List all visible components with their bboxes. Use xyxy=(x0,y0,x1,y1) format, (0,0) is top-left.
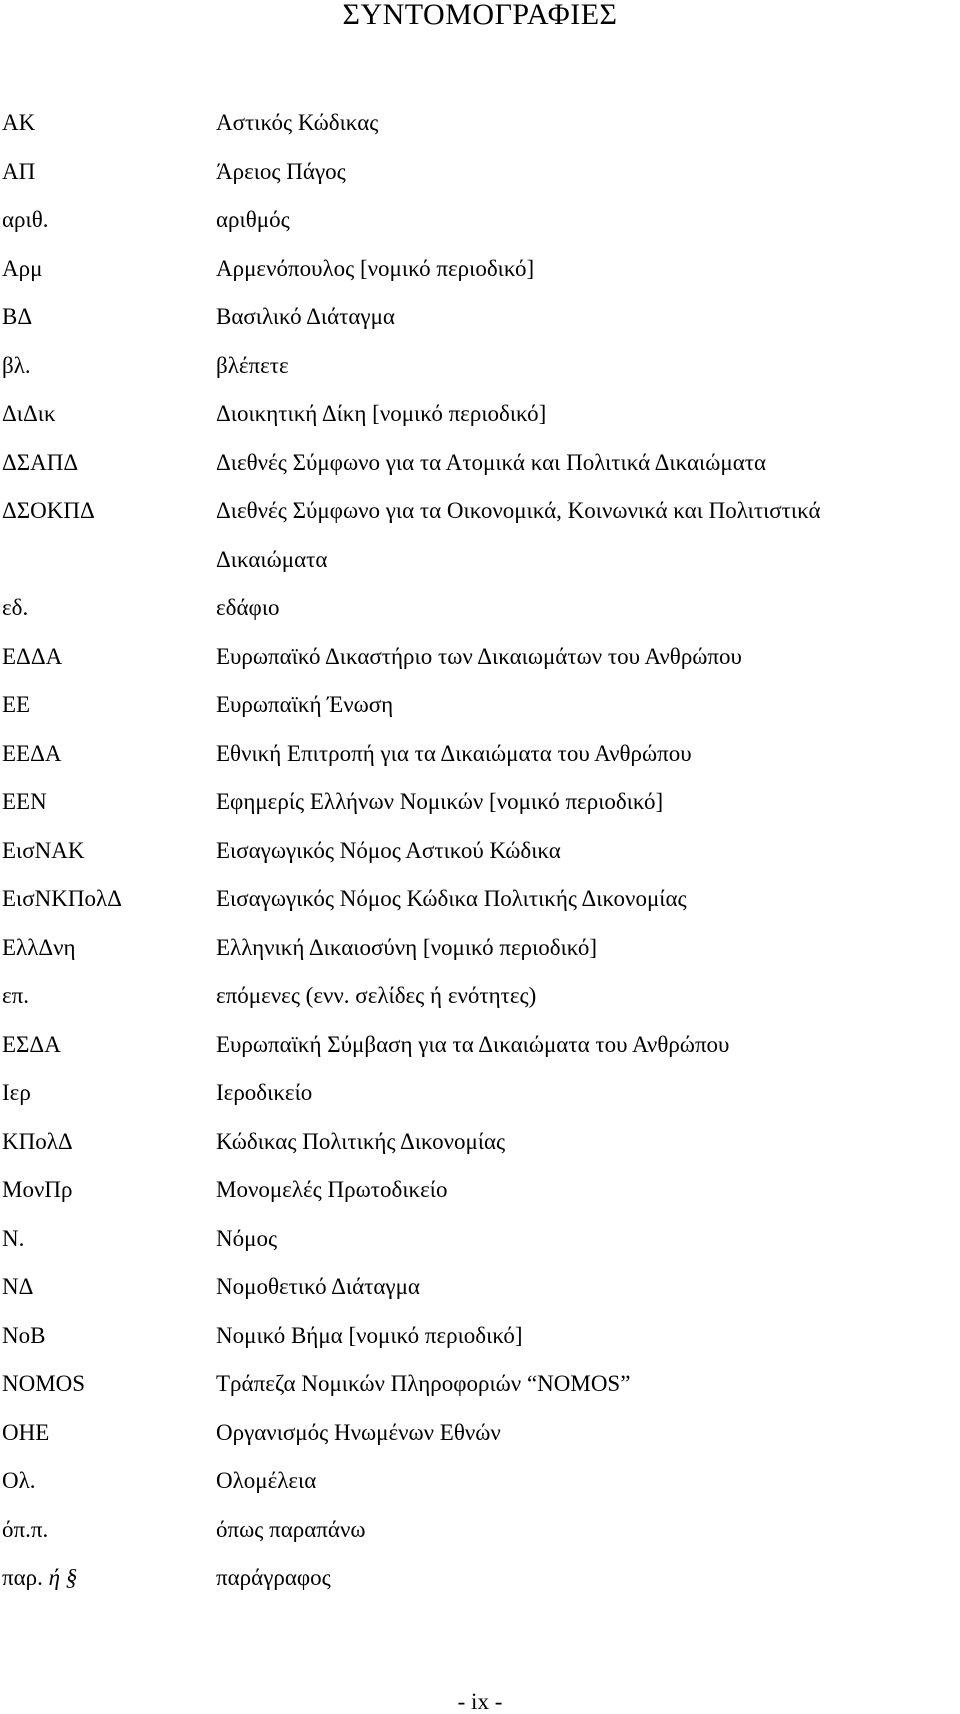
list-item xyxy=(0,734,960,783)
abbreviation-meaning: Ευρωπαϊκή Ένωση xyxy=(216,692,394,717)
list-item-continuation xyxy=(0,540,960,589)
abbreviation-meaning: Τράπεζα Νομικών Πληροφοριών “NOMOS” xyxy=(216,1371,631,1396)
abbreviation-meaning: Οργανισμός Ηνωμένων Εθνών xyxy=(216,1419,501,1445)
list-item xyxy=(0,879,960,928)
abbreviation-meaning: Νομικό Βήμα [νομικό περιοδικό] xyxy=(216,1322,523,1348)
abbreviation: Αρμ xyxy=(2,255,43,281)
list-item xyxy=(0,1558,960,1607)
abbreviation xyxy=(2,1558,77,1598)
abbreviation: ΕΣΔΑ xyxy=(2,1031,61,1057)
abbreviation-meaning: βλέπετε xyxy=(216,352,289,378)
abbreviation: ΔΣΟΚΠΔ xyxy=(2,498,95,523)
list-item xyxy=(0,976,960,1025)
abbreviation: βλ. xyxy=(2,352,31,378)
abbreviation-meaning: Κώδικας Πολιτικής Δικονομίας xyxy=(216,1128,506,1154)
abbreviation-meaning: εδάφιο xyxy=(216,595,280,620)
abbreviation-alt: ή § xyxy=(48,1565,78,1590)
abbreviation-meaning: αριθμός xyxy=(216,207,290,232)
list-item xyxy=(0,346,960,395)
abbreviation: ΕΕΝ xyxy=(2,789,47,814)
abbreviation: ΑΚ xyxy=(2,110,36,135)
abbreviation-meaning: Ολομέλεια xyxy=(216,1468,317,1493)
abbreviation: Ολ. xyxy=(2,1468,36,1493)
abbreviation-meaning: Ιεροδικείο xyxy=(216,1080,313,1105)
list-item xyxy=(0,1073,960,1122)
list-item xyxy=(0,200,960,249)
abbreviation-meaning: Ελληνική Δικαιοσύνη [νομικό περιοδικό] xyxy=(216,934,598,960)
abbreviation-meaning: Διοικητική Δίκη [νομικό περιοδικό] xyxy=(216,401,547,426)
abbreviation-list xyxy=(0,103,960,1607)
abbreviation-meaning: Νόμος xyxy=(216,1225,278,1251)
abbreviation-meaning: Εισαγωγικός Νόμος Κώδικα Πολιτικής Δικονομίας xyxy=(216,886,687,911)
abbreviation: ΔιΔικ xyxy=(2,401,56,426)
list-item xyxy=(0,637,960,686)
list-item xyxy=(0,297,960,346)
abbreviation: ΔΣΑΠΔ xyxy=(2,449,79,475)
abbreviation-meaning: Ευρωπαϊκό Δικαστήριο των Δικαιωμάτων του Ανθρώπου xyxy=(216,643,742,669)
abbreviation: Ιερ xyxy=(2,1080,31,1105)
abbreviation: ΝΔ xyxy=(2,1274,34,1299)
abbreviation-meaning: επόμενες (ενν. σελίδες ή ενότητες) xyxy=(216,983,537,1008)
list-item xyxy=(0,249,960,298)
list-item xyxy=(0,1316,960,1365)
page-number: - ix - xyxy=(457,1689,503,1714)
abbreviation: ΕΔΔΑ xyxy=(2,643,63,669)
abbreviation: ΝοΒ xyxy=(2,1322,46,1348)
list-item xyxy=(0,782,960,831)
abbreviation-meaning: Εισαγωγικός Νόμος Αστικού Κώδικα xyxy=(216,837,561,863)
abbreviation: ΜονΠρ xyxy=(2,1177,73,1202)
abbreviation: ΕισΝΑΚ xyxy=(2,837,85,863)
abbreviation-meaning: Βασιλικό Διάταγμα xyxy=(216,304,395,329)
list-item xyxy=(0,831,960,880)
abbreviation: επ. xyxy=(2,983,30,1008)
list-item xyxy=(0,152,960,201)
abbreviation: NOMOS xyxy=(2,1371,86,1396)
abbreviation-main: παρ. xyxy=(2,1565,43,1590)
list-item xyxy=(0,394,960,443)
abbreviation: εδ. xyxy=(2,595,29,620)
abbreviation: ΕλλΔνη xyxy=(2,934,76,960)
abbreviation: ΟΗΕ xyxy=(2,1419,50,1445)
list-item xyxy=(0,491,960,540)
list-item xyxy=(0,1122,960,1171)
abbreviation-meaning: Μονομελές Πρωτοδικείο xyxy=(216,1177,448,1202)
abbreviation-meaning: Εθνική Επιτροπή για τα Δικαιώματα του Ανθρώπου xyxy=(216,740,692,766)
list-item xyxy=(0,685,960,734)
abbreviation: ΑΠ xyxy=(2,158,36,184)
abbreviation-meaning: Νομοθετικό Διάταγμα xyxy=(216,1274,420,1299)
list-item xyxy=(0,1267,960,1316)
list-item xyxy=(0,103,960,152)
list-item xyxy=(0,588,960,637)
abbreviation-meaning: Αρμενόπουλος [νομικό περιοδικό] xyxy=(216,255,535,281)
list-item xyxy=(0,443,960,492)
abbreviation-meaning: Διεθνές Σύμφωνο για τα Ατομικά και Πολιτικά Δικαιώματα xyxy=(216,449,767,475)
list-item xyxy=(0,1170,960,1219)
page-title: ΣΥΝΤΟΜΟΓΡΑΦΙΕΣ xyxy=(342,0,618,31)
abbreviation-meaning: Αστικός Κώδικας xyxy=(216,110,379,135)
abbreviation: ΕΕΔΑ xyxy=(2,740,62,766)
list-item xyxy=(0,1364,960,1413)
abbreviation: ΚΠολΔ xyxy=(2,1128,73,1154)
abbreviation-meaning: όπως παραπάνω xyxy=(216,1516,366,1542)
list-item xyxy=(0,1510,960,1559)
abbreviation: ΒΔ xyxy=(2,304,33,329)
abbreviation: ΕισΝΚΠολΔ xyxy=(2,886,122,911)
abbreviation: Ν. xyxy=(2,1225,25,1251)
abbreviation-meaning: Άρειος Πάγος xyxy=(216,158,346,184)
list-item xyxy=(0,1461,960,1510)
list-item xyxy=(0,1219,960,1268)
abbreviation-meaning: Εφημερίς Ελλήνων Νομικών [νομικό περιοδικό] xyxy=(216,789,664,814)
list-item xyxy=(0,1413,960,1462)
abbreviation: αριθ. xyxy=(2,207,49,232)
list-item xyxy=(0,1025,960,1074)
abbreviation: ΕΕ xyxy=(2,692,31,717)
abbreviation-meaning: παράγραφος xyxy=(216,1565,331,1590)
abbreviation-meaning: Διεθνές Σύμφωνο για τα Οικονομικά, Κοινωνικά και Πολιτιστικά xyxy=(216,498,821,523)
list-item xyxy=(0,928,960,977)
abbreviation-meaning: Δικαιώματα xyxy=(216,546,328,572)
abbreviation-meaning: Ευρωπαϊκή Σύμβαση για τα Δικαιώματα του Ανθρώπου xyxy=(216,1031,730,1057)
abbreviation: όπ.π. xyxy=(2,1516,49,1542)
